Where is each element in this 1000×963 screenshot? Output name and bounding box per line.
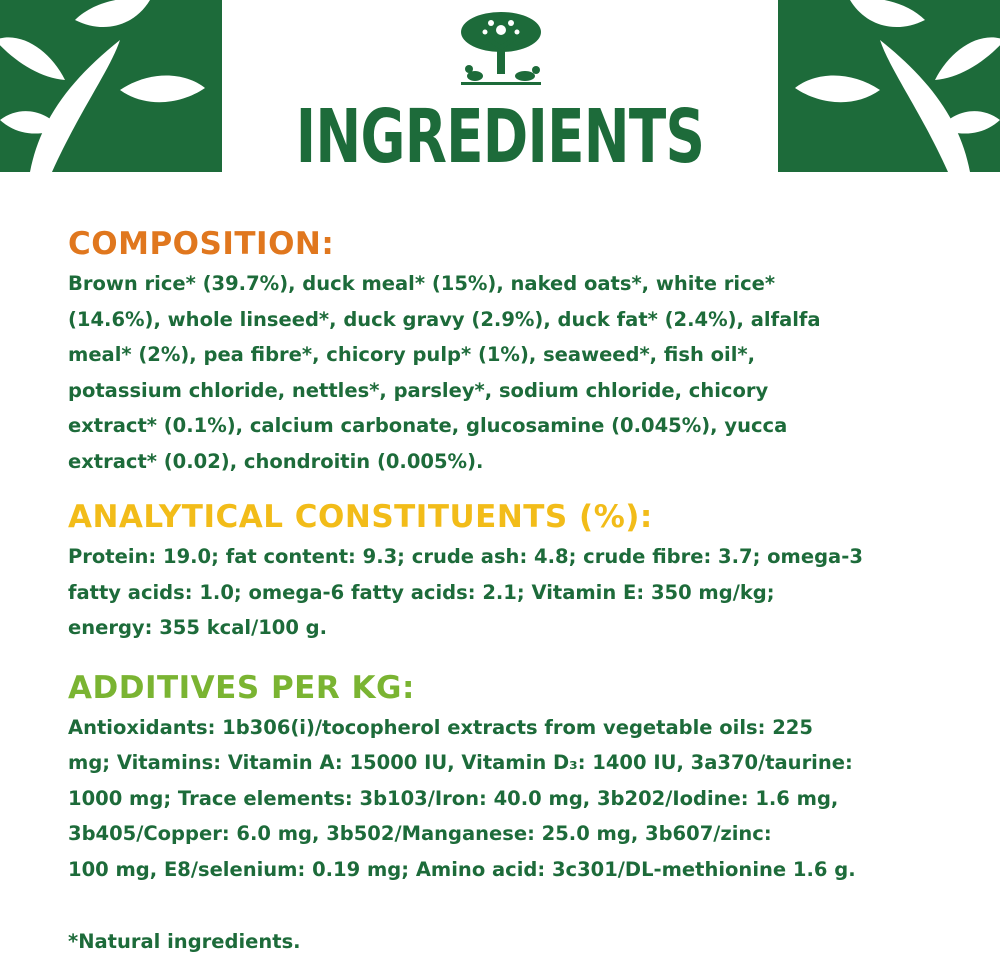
composition-heading: COMPOSITION: xyxy=(68,226,335,262)
ingredients-content xyxy=(68,224,968,887)
analytical-constituents-text: Protein: 19.0; fat content: 9.3; crude ash: 4.8; crude fibre: 3.7; omega-3 fatty acids: 1.0; omega-6 fatty acids: 2.1; Vitamin E: 350 mg/kg; energy: 355 kcal/100 g. xyxy=(68,545,863,639)
composition-text: Brown rice* (39.7%), duck meal* (15%), naked oats*, white rice* (14.6%), whole linseed*, duck gravy (2.9%), duck fat* (2.4%), alfalfa meal* (2%), pea fibre*, chicory pulp* (1%), seaweed*, fish oil*, potassium chloride, nettles*, parsley*, sodium chloride, chicory extract* (0.1%), calcium carbonate, glucosamine (0.045%), yucca extract* (0.02), chondroitin (0.005%). xyxy=(68,272,821,473)
tree-with-cat-and-dog-logo-icon xyxy=(455,8,547,90)
additives-heading: ADDITIVES PER KG: xyxy=(68,669,415,706)
footnote: *Natural ingredients. xyxy=(68,930,301,953)
additives-text: Antioxidants: 1b306(i)/tocopherol extracts from vegetable oils: 225 mg; Vitamins: Vitamin A: 15000 IU, Vitamin D₃: 1400 IU, 3a370/taurine: 1000 mg; Trace elements: 3b103/Iron: 40.0 mg, 3b202/Iodine: 1.6 mg, 3b405/Copper: 6.0 mg, 3b502/Manganese: 25.0 mg, 3b607/zinc: 100 mg, E8/selenium: 0.19 mg; Amino acid: 3c301/DL-methionine 1.6 g. xyxy=(68,715,856,881)
analytical-constituents-heading: ANALYTICAL CONSTITUENTS (%): xyxy=(68,499,653,535)
page-title: INGREDIENTS xyxy=(295,94,705,180)
header-banner xyxy=(0,0,1000,180)
